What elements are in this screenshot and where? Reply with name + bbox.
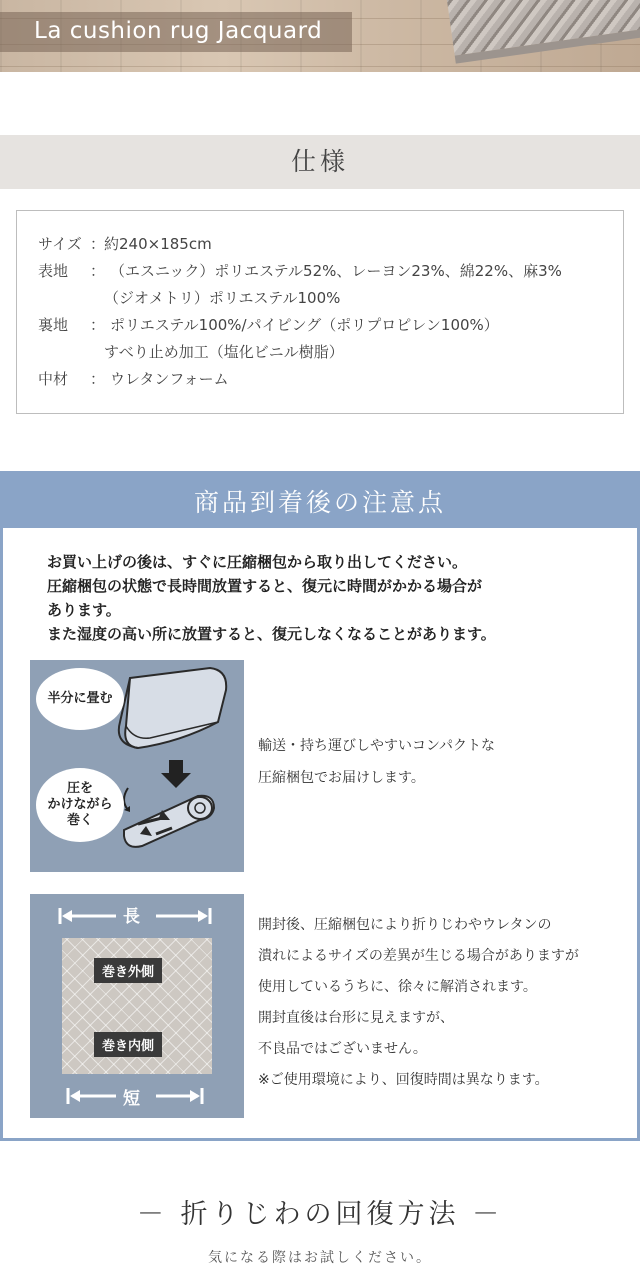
spec-heading: 仕様: [290, 147, 349, 176]
notice-line: また湿度の高い所に放置すると、復元しなくなることがあります。: [47, 625, 496, 643]
rug-photo: [446, 0, 640, 64]
description-line: 不良品ではございません。: [258, 1041, 427, 1057]
notice-text: [47, 550, 617, 646]
spec-heading-band: [0, 135, 640, 189]
spec-label: 表地: [38, 262, 69, 280]
long-side-label: 長: [123, 907, 140, 927]
spec-value: 約240×185cm: [104, 235, 212, 253]
spec-value: （ジオメトリ）ポリエステル100%: [104, 289, 341, 307]
compression-description: [258, 730, 618, 794]
description-line: 輸送・持ち運びしやすいコンパクトな: [258, 738, 496, 754]
description-line: 開封直後は台形に見えますが、: [258, 1010, 454, 1026]
spec-colon: ：: [90, 262, 106, 280]
description-line: ※ご使用環境により、回復時間は異なります。: [258, 1072, 549, 1088]
short-side-label: 短: [123, 1089, 140, 1109]
spec-label: 裏地: [38, 316, 69, 334]
spec-colon: ：: [90, 235, 106, 253]
spec-row-size: [38, 231, 623, 258]
description-line: 潰れによるサイズの差異が生じる場合がありますが: [258, 948, 579, 964]
spec-label: サイズ: [38, 235, 82, 253]
spec-row-backing-cont: [38, 339, 623, 366]
notice-line: 圧縮梱包の状態で長時間放置すると、復元に時間がかかる場合が: [47, 577, 483, 595]
folded-rug-icon: [119, 668, 226, 748]
inner-roll-tag: 巻き内側: [94, 1032, 162, 1057]
spec-table: [16, 210, 624, 414]
recovery-heading: － 折りじわの回復方法 －: [136, 1199, 504, 1230]
spec-value: ウレタンフォーム: [110, 370, 229, 388]
spec-row-surface-cont: [38, 285, 623, 312]
bubble-text: かけながら: [47, 797, 113, 812]
bubble-text: 半分に畳む: [47, 691, 113, 706]
hero-banner: [0, 0, 640, 72]
arrow-down-icon: [161, 760, 191, 788]
recovery-subtitle: 気になる際はお試しください。: [208, 1250, 432, 1266]
spec-value: ポリエステル100%/パイピング（ポリプロピレン100%）: [110, 316, 499, 334]
spec-row-surface: [38, 258, 623, 285]
spec-value: すべり止め加工（塩化ビニル樹脂）: [104, 343, 344, 361]
bubble-text: 巻く: [66, 813, 93, 828]
roll-with-pressure-bubble: [36, 768, 124, 842]
spec-row-filling: [38, 366, 623, 393]
spec-row-backing: [38, 312, 623, 339]
spec-colon: ：: [90, 370, 106, 388]
fold-in-half-bubble: [36, 668, 124, 730]
spec-colon: ：: [90, 316, 106, 334]
description-line: 開封後、圧縮梱包により折りじわやウレタンの: [258, 917, 552, 933]
after-opening-description: [258, 910, 628, 1096]
description-line: 圧縮梱包でお届けします。: [258, 770, 425, 786]
spec-label: 中材: [38, 370, 69, 388]
hero-title: La cushion rug Jacquard: [34, 18, 323, 44]
notice-section: [0, 471, 640, 1141]
description-line: 使用しているうちに、徐々に解消されます。: [258, 979, 537, 995]
bubble-text: 圧を: [66, 781, 93, 796]
spec-value: （エスニック）ポリエステル52%、レーヨン23%、綿22%、麻3%: [110, 262, 562, 280]
rotate-arrow-icon: [124, 788, 128, 810]
rolling-rug-icon: [124, 796, 214, 847]
rug-dimension-illustration: [30, 894, 244, 1118]
outer-roll-tag: 巻き外側: [94, 958, 162, 983]
notice-heading: 商品到着後の注意点: [3, 474, 637, 528]
notice-line: お買い上げの後は、すぐに圧縮梱包から取り出してください。: [47, 553, 468, 571]
notice-line: あります。: [47, 601, 121, 619]
fold-roll-illustration: [30, 660, 244, 872]
floor-plank-line: [0, 66, 640, 67]
